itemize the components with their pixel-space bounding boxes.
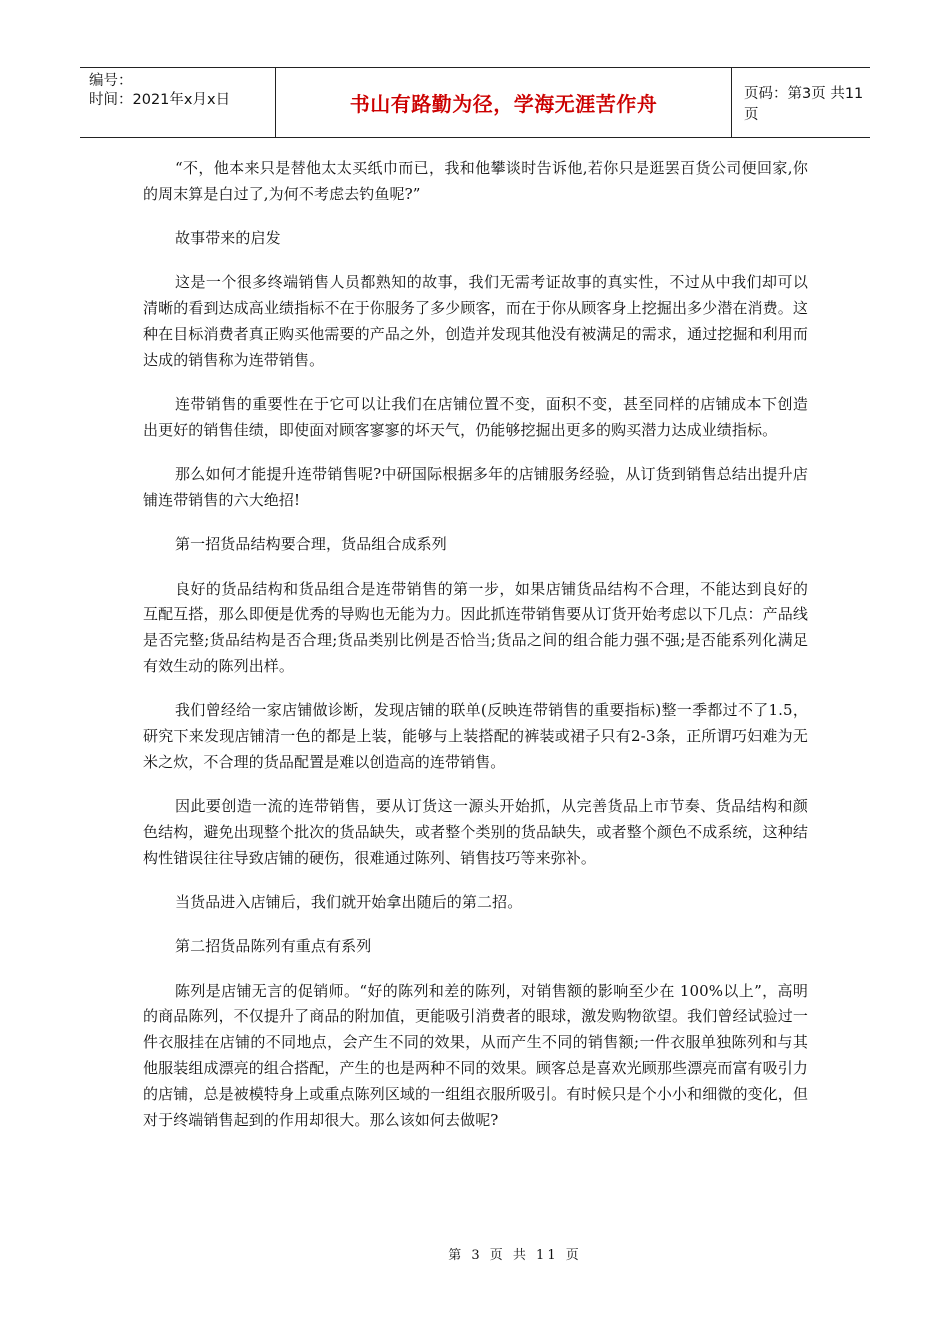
paragraph: 陈列是店铺无言的促销师。“好的陈列和差的陈列，对销售额的影响至少在 100%以上”，高明的商品陈列，不仅提升了商品的附加值，更能吸引消费者的眼球，激发购物欲望。我们曾经试验过一件衣服挂在店铺的不同地点，会产生不同的效果，从而产生不同的销售额;一件衣服单独陈列和与其他服装组成漂亮的组合搭配，产生的也是两种不同的效果。顾客总是喜欢光顾那些漂亮而富有吸引力的店铺，总是被模特身上或重点陈列区域的一组组衣服所吸引。有时候只是个小小和细微的变化，但对于终端销售起到的作用却很大。那么该如何去做呢?: [143, 981, 808, 1129]
document-date-label: 时间：2021年x月x日: [89, 92, 231, 108]
paragraph: 这是一个很多终端销售人员都熟知的故事，我们无需考证故事的真实性，不过从中我们却可以清晰的看到达成高业绩指标不在于你服务了多少顾客，而在于你从顾客身上挖掘出多少潜在消费。这种在目标消费者真正购买他需要的产品之外，创造并发现其他没有被满足的需求，通过挖掘和利用而达成的销售称为连带销售。: [143, 273, 808, 369]
paragraph: “不，他本来只是替他太太买纸巾而已，我和他攀谈时告诉他,若你只是逛罢百货公司便回家,你的周末算是白过了,为何不考虑去钓鱼呢?”: [143, 159, 808, 203]
paragraph: 因此要创造一流的连带销售，要从订货这一源头开始抓，从完善货品上市节奏、货品结构和颜色结构，避免出现整个批次的货品缺失，或者整个类别的货品缺失，或者整个颜色不成系统，这种结构性错误往往导致店铺的硬伤，很难通过陈列、销售技巧等来弥补。: [143, 797, 808, 867]
header-page-number: 页码：第3页 共11页: [744, 85, 864, 123]
header-motto: 书山有路勤为径，学海无涯苦作舟: [276, 68, 732, 137]
paragraph: 我们曾经给一家店铺做诊断，发现店铺的联单(反映连带销售的重要指标)整一季都过不了1.5，研究下来发现店铺清一色的都是上装，能够与上装搭配的裤装或裙子只有2-3条，正所谓巧妇难为无米之炊，不合理的货品配置是难以创造高的连带销售。: [143, 701, 808, 771]
section-heading: 第二招货品陈列有重点有系列: [175, 937, 372, 956]
page-header: [80, 67, 870, 138]
document-number-label: 编号：: [89, 73, 133, 89]
paragraph: 良好的货品结构和货品组合是连带销售的第一步，如果店铺货品结构不合理，不能达到良好的互配互搭，那么即便是优秀的导购也无能为力。因此抓连带销售要从订货开始考虑以下几点：产品线是否完整;货品结构是否合理;货品类别比例是否恰当;货品之间的组合能力强不强;是否能系列化满足有效生动的陈列出样。: [143, 579, 808, 675]
paragraph: 那么如何才能提升连带销售呢?中研国际根据多年的店铺服务经验，从订货到销售总结出提升店铺连带销售的六大绝招!: [143, 465, 808, 509]
header-meta: [80, 68, 276, 137]
paragraph: 当货品进入店铺后，我们就开始拿出随后的第二招。: [175, 893, 523, 912]
page-footer: 第 3 页 共 11 页: [448, 1248, 582, 1263]
section-heading: 第一招货品结构要合理，货品组合成系列: [175, 535, 447, 554]
paragraph: 连带销售的重要性在于它可以让我们在店铺位置不变，面积不变，甚至同样的店铺成本下创造出更好的销售佳绩，即使面对顾客寥寥的坏天气，仍能够挖掘出更多的购买潜力达成业绩指标。: [143, 395, 808, 439]
document-body: [143, 156, 808, 1152]
section-heading: 故事带来的启发: [175, 229, 281, 248]
